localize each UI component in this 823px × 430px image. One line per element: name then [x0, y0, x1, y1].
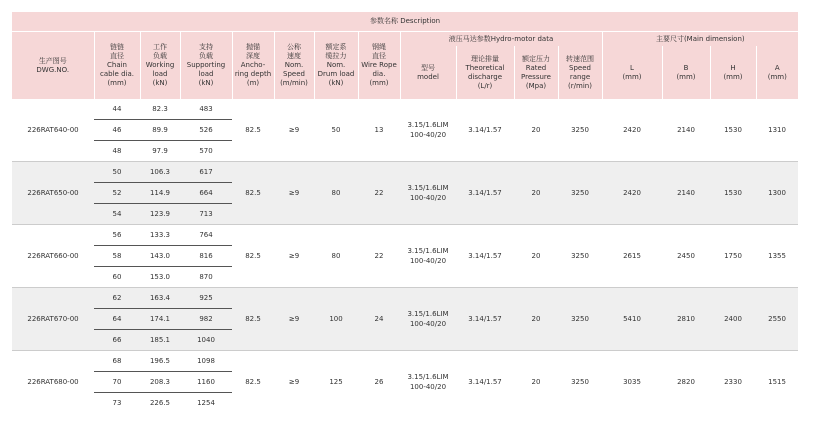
cell-chain: 62: [94, 288, 140, 309]
table-row: [12, 288, 798, 309]
cell-rated-pressure: 20: [531, 126, 541, 134]
cell-working: 226.5: [149, 398, 171, 407]
header-drum-load: 额定系 缆拉力 Nom. Drum load (kN): [314, 32, 358, 100]
cell-dim-b: 2820: [662, 351, 710, 414]
cell-supporting: 483: [180, 99, 232, 120]
header-chain-dia: 链链 直径 Chain cable dia. (mm): [94, 32, 140, 100]
cell-rated-pressure: 20: [514, 288, 558, 351]
cell-anchoring-depth: 82.5: [232, 162, 274, 225]
cell-dim-l: 2420: [623, 126, 641, 134]
cell-speed-range: 3250: [558, 351, 602, 414]
cell-motor-model: 3.15/1.6LIM 100-40/20: [400, 351, 456, 414]
cell-supporting: 982: [180, 309, 232, 330]
header-theoretical-discharge: 理论排量 Theoretical discharge (L/r): [456, 46, 514, 99]
cell-drum-load: 50: [331, 126, 341, 134]
cell-dwg-no: 226RAT650-00: [12, 162, 94, 225]
table-row: [12, 99, 798, 120]
cell-chain: 54: [94, 204, 140, 225]
cell-theoretical-discharge: 3.14/1.57: [468, 126, 502, 134]
cell-working: 153.0: [149, 272, 171, 281]
cell-wire-rope-dia: 22: [358, 225, 400, 288]
cell-dim-b: 2140: [662, 162, 710, 225]
cell-anchoring-depth: 82.5: [232, 225, 274, 288]
cell-working: 82.3: [140, 99, 180, 120]
cell-working: 97.9: [152, 146, 168, 155]
cell-chain: 66: [94, 330, 140, 351]
header-working-load: 工作 负载 Working load (kN): [140, 32, 180, 100]
cell-dim-a: 1515: [756, 351, 798, 414]
cell-dim-h: 1530: [710, 162, 756, 225]
cell-dim-h: 2400: [710, 288, 756, 351]
cell-dim-l: 2420: [602, 162, 662, 225]
cell-drum-load: 80: [314, 162, 358, 225]
header-anchoring-depth: 抛锚 深度 Ancho- ring depth (m): [232, 32, 274, 100]
cell-motor-model: 3.15/1.6LIM 100-40/20: [400, 288, 456, 351]
cell-supporting: 870: [199, 272, 213, 281]
cell-chain: 60: [112, 272, 122, 281]
cell-dim-b: 2140: [677, 126, 695, 134]
cell-working: 114.9: [140, 183, 180, 204]
cell-chain: 68: [94, 351, 140, 372]
cell-speed-range: 3250: [558, 162, 602, 225]
cell-speed-range: 3250: [558, 288, 602, 351]
cell-supporting: 1098: [180, 351, 232, 372]
cell-drum-load: 100: [314, 288, 358, 351]
cell-speed-range: 3250: [571, 126, 589, 134]
cell-chain: 58: [94, 246, 140, 267]
header-rated-pressure: 额定压力 Rated Pressure (Mpa): [514, 46, 558, 99]
cell-nom-speed: ≥9: [274, 225, 314, 288]
cell-dim-h: 2330: [710, 351, 756, 414]
cell-motor-model: 3.15/1.6LIM 100-40/20: [400, 225, 456, 288]
cell-anchoring-depth: 82.5: [232, 288, 274, 351]
header-dim-l: L (mm): [602, 46, 662, 99]
table-row: [12, 351, 798, 372]
table-row: [12, 162, 798, 183]
header-hydro-motor-group: 液压马达参数Hydro-motor data: [400, 32, 602, 47]
cell-dim-a: 2550: [756, 288, 798, 351]
cell-anchoring-depth: 82.5: [245, 126, 261, 134]
cell-motor-model: 3.15/1.6LIM 100-40/20: [400, 162, 456, 225]
cell-nom-speed: ≥9: [274, 351, 314, 414]
cell-dim-l: 5410: [602, 288, 662, 351]
cell-dwg-no: 226RAT680-00: [12, 351, 94, 414]
cell-chain: 48: [112, 146, 122, 155]
cell-dwg-no: 226RAT670-00: [12, 288, 94, 351]
winch-spec-table: [12, 12, 798, 413]
cell-chain: 44: [94, 99, 140, 120]
cell-working: 89.9: [140, 120, 180, 141]
cell-theoretical-discharge: 3.14/1.57: [456, 288, 514, 351]
cell-theoretical-discharge: 3.14/1.57: [456, 225, 514, 288]
cell-supporting: 925: [180, 288, 232, 309]
cell-dwg-no: 226RAT660-00: [12, 225, 94, 288]
cell-dim-h: 1530: [724, 126, 742, 134]
cell-dim-b: 2450: [662, 225, 710, 288]
cell-chain: 70: [94, 372, 140, 393]
cell-dim-h: 1750: [710, 225, 756, 288]
header-dim-a: A (mm): [756, 46, 798, 99]
cell-anchoring-depth: 82.5: [232, 351, 274, 414]
cell-supporting: 816: [180, 246, 232, 267]
cell-dim-a: 1310: [768, 126, 786, 134]
cell-working: 208.3: [140, 372, 180, 393]
cell-supporting: 526: [180, 120, 232, 141]
cell-motor-model: 3.15/1.6LIM 100-40/20: [407, 121, 449, 139]
cell-supporting: 617: [180, 162, 232, 183]
cell-rated-pressure: 20: [514, 162, 558, 225]
cell-drum-load: 80: [314, 225, 358, 288]
cell-working: 133.3: [140, 225, 180, 246]
cell-supporting: 1254: [197, 398, 215, 407]
cell-wire-rope-dia: 13: [374, 126, 384, 134]
cell-chain: 56: [94, 225, 140, 246]
cell-theoretical-discharge: 3.14/1.57: [456, 351, 514, 414]
cell-chain: 64: [94, 309, 140, 330]
cell-supporting: 664: [180, 183, 232, 204]
cell-working: 143.0: [140, 246, 180, 267]
cell-dwg-no: 226RAT640-00: [27, 126, 79, 134]
cell-nom-speed: ≥9: [274, 162, 314, 225]
cell-working: 106.3: [140, 162, 180, 183]
cell-supporting: 713: [180, 204, 232, 225]
cell-supporting: 570: [199, 146, 213, 155]
cell-chain: 52: [94, 183, 140, 204]
cell-supporting: 1160: [180, 372, 232, 393]
header-nom-speed: 公称 速度 Nom. Speed (m/min): [274, 32, 314, 100]
header-dwg-no: 生产图号 DWG.NO.: [12, 32, 94, 100]
cell-working: 196.5: [140, 351, 180, 372]
cell-drum-load: 125: [314, 351, 358, 414]
cell-working: 123.9: [140, 204, 180, 225]
cell-working: 185.1: [140, 330, 180, 351]
table-title: 参数名称 Description: [12, 12, 798, 32]
cell-rated-pressure: 20: [514, 351, 558, 414]
cell-working: 163.4: [140, 288, 180, 309]
header-speed-range: 转速范围 Speed range (r/min): [558, 46, 602, 99]
header-supporting-load: 支持 负载 Supporting load (kN): [180, 32, 232, 100]
cell-dim-b: 2810: [662, 288, 710, 351]
header-dim-h: H (mm): [710, 46, 756, 99]
cell-dim-l: 3035: [602, 351, 662, 414]
header-wire-rope-dia: 钢绳 直径 Wire Rope dia. (mm): [358, 32, 400, 100]
cell-supporting: 1040: [180, 330, 232, 351]
cell-dim-l: 2615: [602, 225, 662, 288]
cell-wire-rope-dia: 24: [358, 288, 400, 351]
cell-dim-a: 1355: [756, 225, 798, 288]
cell-wire-rope-dia: 26: [358, 351, 400, 414]
cell-working: 174.1: [140, 309, 180, 330]
header-main-dimension-group: 主要尺寸(Main dimension): [602, 32, 798, 47]
header-dim-b: B (mm): [662, 46, 710, 99]
table-row: [12, 225, 798, 246]
cell-chain: 46: [94, 120, 140, 141]
cell-supporting: 764: [180, 225, 232, 246]
cell-wire-rope-dia: 22: [358, 162, 400, 225]
spec-table-container: [12, 12, 798, 413]
cell-nom-speed: ≥9: [288, 126, 300, 134]
cell-rated-pressure: 20: [514, 225, 558, 288]
header-motor-model: 型号 model: [400, 46, 456, 99]
cell-chain: 73: [112, 398, 122, 407]
spec-table-body: [12, 99, 798, 413]
cell-dim-a: 1300: [756, 162, 798, 225]
cell-nom-speed: ≥9: [274, 288, 314, 351]
cell-chain: 50: [94, 162, 140, 183]
cell-speed-range: 3250: [558, 225, 602, 288]
cell-theoretical-discharge: 3.14/1.57: [456, 162, 514, 225]
